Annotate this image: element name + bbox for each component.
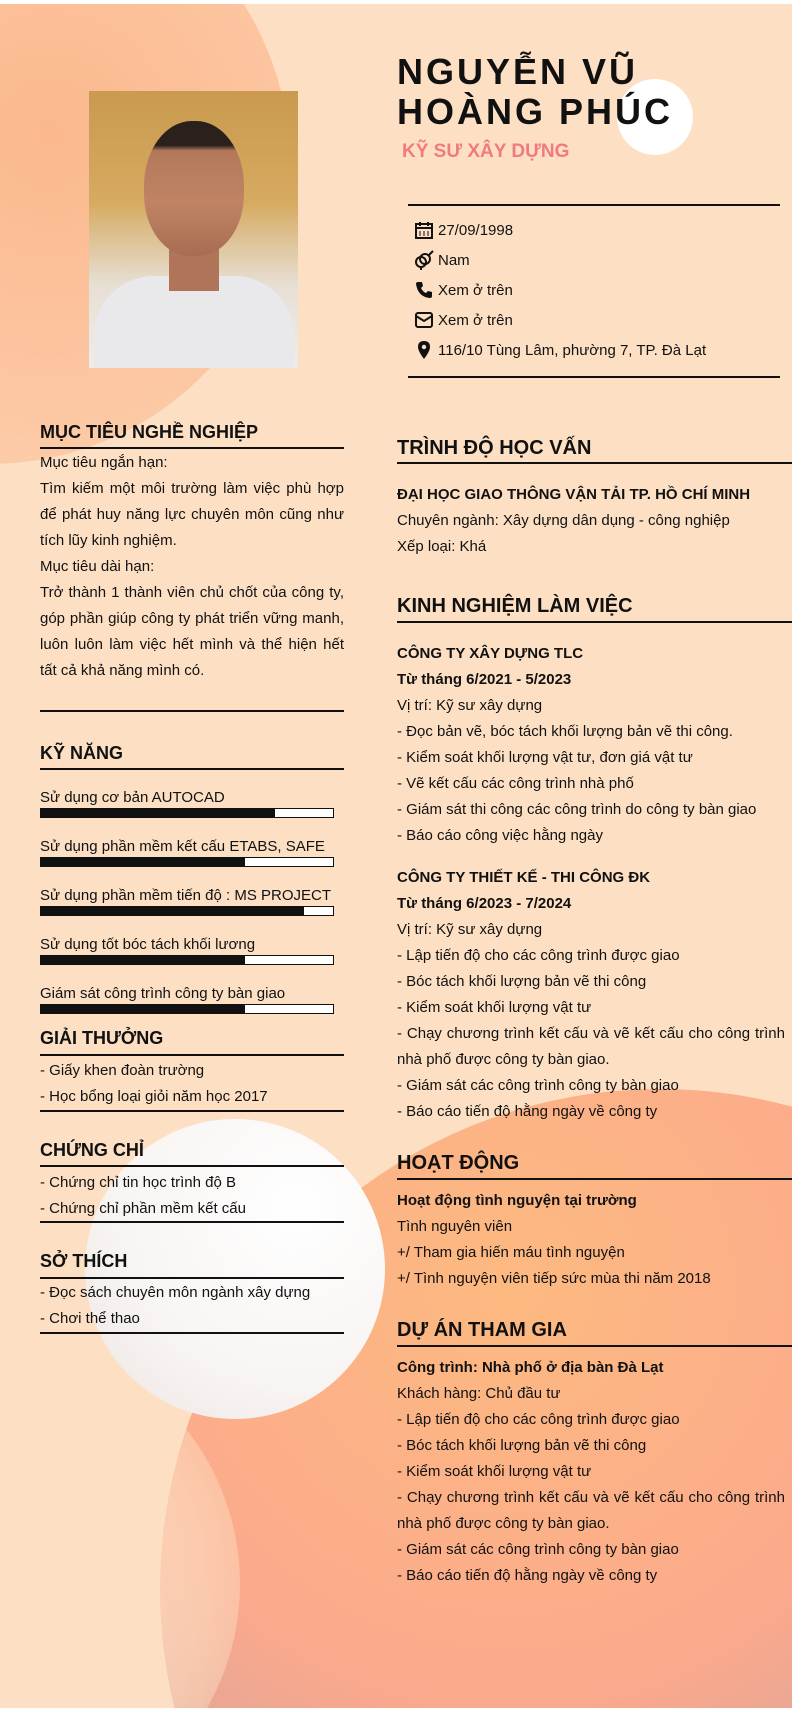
- phone-value: Xem ở trên: [438, 281, 513, 299]
- skill-bar: [40, 906, 334, 916]
- objective-short-label: Mục tiêu ngắn hạn:: [40, 454, 168, 471]
- activity-name: Hoạt động tình nguyện tại trường: [397, 1192, 637, 1209]
- info-birthdate: [414, 219, 513, 241]
- skill-bar: [40, 857, 334, 867]
- address-value: 116/10 Tùng Lâm, phường 7, TP. Đà Lạt: [438, 341, 707, 359]
- email-icon: [414, 310, 434, 330]
- activity-role: Tình nguyên viên: [397, 1218, 513, 1235]
- skill-label: Giám sát công trình công ty bàn giao: [40, 985, 286, 1002]
- objective-title: MỤC TIÊU NGHỀ NGHIỆP: [40, 422, 259, 442]
- job-title: KỸ SƯ XÂY DỰNG: [402, 141, 570, 162]
- info-phone: [414, 279, 513, 301]
- gender-value: Nam: [438, 251, 470, 269]
- skill-fill: [41, 809, 275, 817]
- calendar-icon: [414, 220, 434, 240]
- job-duty: - Báo cáo tiến độ hằng ngày về công ty: [397, 1103, 658, 1120]
- skill-label: Sử dụng cơ bản AUTOCAD: [40, 789, 225, 806]
- job-duty: - Bóc tách khối lượng bản vẽ thi công: [397, 973, 647, 990]
- job-company: CÔNG TY XÂY DỰNG TLC: [397, 645, 584, 662]
- skill-bar: [40, 1004, 334, 1014]
- project-client: Khách hàng: Chủ đầu tư: [397, 1385, 561, 1402]
- hobby-item: - Chơi thể thao: [40, 1310, 140, 1327]
- job-position: Vị trí: Kỹ sư xây dựng: [397, 921, 543, 938]
- certificate-item: - Chứng chỉ tin học trình độ B: [40, 1174, 236, 1191]
- divider: [40, 1332, 344, 1334]
- project-name: Công trình: Nhà phố ở địa bàn Đà Lạt: [397, 1359, 664, 1376]
- divider: [40, 1054, 344, 1056]
- project-item: - Kiểm soát khối lượng vật tư: [397, 1463, 592, 1480]
- education-title: TRÌNH ĐỘ HỌC VẤN: [397, 437, 592, 459]
- awards-title: GIẢI THƯỞNG: [40, 1028, 164, 1048]
- candidate-name: NGUYỄN VŨ HOÀNG PHÚC: [397, 51, 674, 132]
- certificates-title: CHỨNG CHỈ: [40, 1140, 144, 1160]
- divider: [40, 1277, 344, 1279]
- info-gender: [414, 249, 470, 271]
- skill-bar: [40, 955, 334, 965]
- objective-short-text: Tìm kiếm một môi trường làm việc phù hợp để phát huy năng lực chuyên môn cũng như tích lũy kinh nghiệm.: [40, 480, 344, 549]
- skill-bar: [40, 808, 334, 818]
- skills-title: KỸ NĂNG: [40, 743, 124, 763]
- education-school: ĐẠI HỌC GIAO THÔNG VẬN TẢI TP. HỒ CHÍ MINH: [397, 486, 751, 503]
- job-position: Vị trí: Kỹ sư xây dựng: [397, 697, 543, 714]
- profile-photo: [89, 91, 298, 368]
- job-duty: - Vẽ kết cấu các công trình nhà phố: [397, 775, 634, 792]
- job-duty: - Kiểm soát khối lượng vật tư, đơn giá vật tư: [397, 749, 693, 766]
- divider: [397, 1345, 792, 1347]
- job-duty: - Báo cáo công việc hằng ngày: [397, 827, 603, 844]
- job-company: CÔNG TY THIẾT KẾ - THI CÔNG ĐK: [397, 869, 651, 886]
- activity-item: +/ Tham gia hiến máu tình nguyện: [397, 1244, 625, 1261]
- award-item: - Học bổng loại giỏi năm học 2017: [40, 1088, 268, 1105]
- project-item: - Giám sát các công trình công ty bàn giao: [397, 1541, 679, 1558]
- education-major: Chuyên ngành: Xây dựng dân dụng - công nghiệp: [397, 512, 730, 529]
- projects-title: DỰ ÁN THAM GIA: [397, 1319, 567, 1341]
- cv-page: [0, 4, 792, 1708]
- skill-fill: [41, 858, 245, 866]
- education-rank: Xếp loại: Khá: [397, 538, 487, 555]
- skill-label: Sử dụng phần mềm kết cấu ETABS, SAFE: [40, 838, 325, 855]
- project-item: - Chạy chương trình kết cấu và vẽ kết cấu cho công trình nhà phố được công ty bàn giao.: [397, 1489, 785, 1532]
- skill-fill: [41, 956, 245, 964]
- phone-icon: [414, 280, 434, 300]
- job-duty: - Chạy chương trình kết cấu và vẽ kết cấu cho công trình nhà phố được công ty bàn giao.: [397, 1025, 785, 1068]
- activities-title: HOẠT ĐỘNG: [397, 1152, 520, 1174]
- divider: [408, 204, 780, 206]
- divider: [40, 1221, 344, 1223]
- divider: [408, 376, 780, 378]
- job-duty: - Lập tiến độ cho các công trình được giao: [397, 947, 680, 964]
- location-icon: [414, 340, 434, 360]
- info-email: [414, 309, 513, 331]
- award-item: - Giấy khen đoàn trường: [40, 1062, 205, 1079]
- email-value: Xem ở trên: [438, 311, 513, 329]
- divider: [40, 447, 344, 449]
- objective-long-label: Mục tiêu dài hạn:: [40, 558, 155, 575]
- skill-label: Sử dụng phần mềm tiến độ : MS PROJECT: [40, 887, 331, 904]
- job-period: Từ tháng 6/2023 - 7/2024: [397, 895, 572, 912]
- birthdate-value: 27/09/1998: [438, 221, 514, 239]
- hobbies-title: SỞ THÍCH: [40, 1251, 128, 1271]
- hobby-item: - Đọc sách chuyên môn ngành xây dựng: [40, 1284, 311, 1301]
- job-period: Từ tháng 6/2021 - 5/2023: [397, 671, 572, 688]
- divider: [397, 462, 792, 464]
- divider: [40, 768, 344, 770]
- job-duty: - Giám sát các công trình công ty bàn giao: [397, 1077, 679, 1094]
- experience-title: KINH NGHIỆM LÀM VIỆC: [397, 595, 633, 617]
- project-item: - Báo cáo tiến độ hằng ngày về công ty: [397, 1567, 658, 1584]
- skill-fill: [41, 1005, 245, 1013]
- job-duty: - Kiểm soát khối lượng vật tư: [397, 999, 592, 1016]
- project-item: - Lập tiến độ cho các công trình được giao: [397, 1411, 680, 1428]
- divider: [40, 1110, 344, 1112]
- skill-label: Sử dụng tốt bóc tách khối lương: [40, 936, 256, 953]
- job-duty: - Giám sát thi công các công trình do công ty bàn giao: [397, 801, 757, 818]
- skill-fill: [41, 907, 304, 915]
- divider: [397, 1178, 792, 1180]
- info-address: [414, 339, 706, 361]
- activity-item: +/ Tình nguyện viên tiếp sức mùa thi năm 2018: [397, 1270, 711, 1287]
- divider: [40, 710, 344, 712]
- divider: [397, 621, 792, 623]
- decor-circle-white: [85, 1119, 385, 1419]
- job-duty: - Đọc bản vẽ, bóc tách khối lượng bản vẽ thi công.: [397, 723, 733, 740]
- certificate-item: - Chứng chỉ phần mềm kết cấu: [40, 1200, 246, 1217]
- project-item: - Bóc tách khối lượng bản vẽ thi công: [397, 1437, 647, 1454]
- divider: [40, 1165, 344, 1167]
- objective-long-text: Trở thành 1 thành viên chủ chốt của công ty, góp phần giúp công ty phát triển vững manh, luôn luôn làm việc hết mình và thể hiện hết tất cả khả năng mình có.: [40, 584, 344, 679]
- gender-icon: [414, 250, 434, 270]
